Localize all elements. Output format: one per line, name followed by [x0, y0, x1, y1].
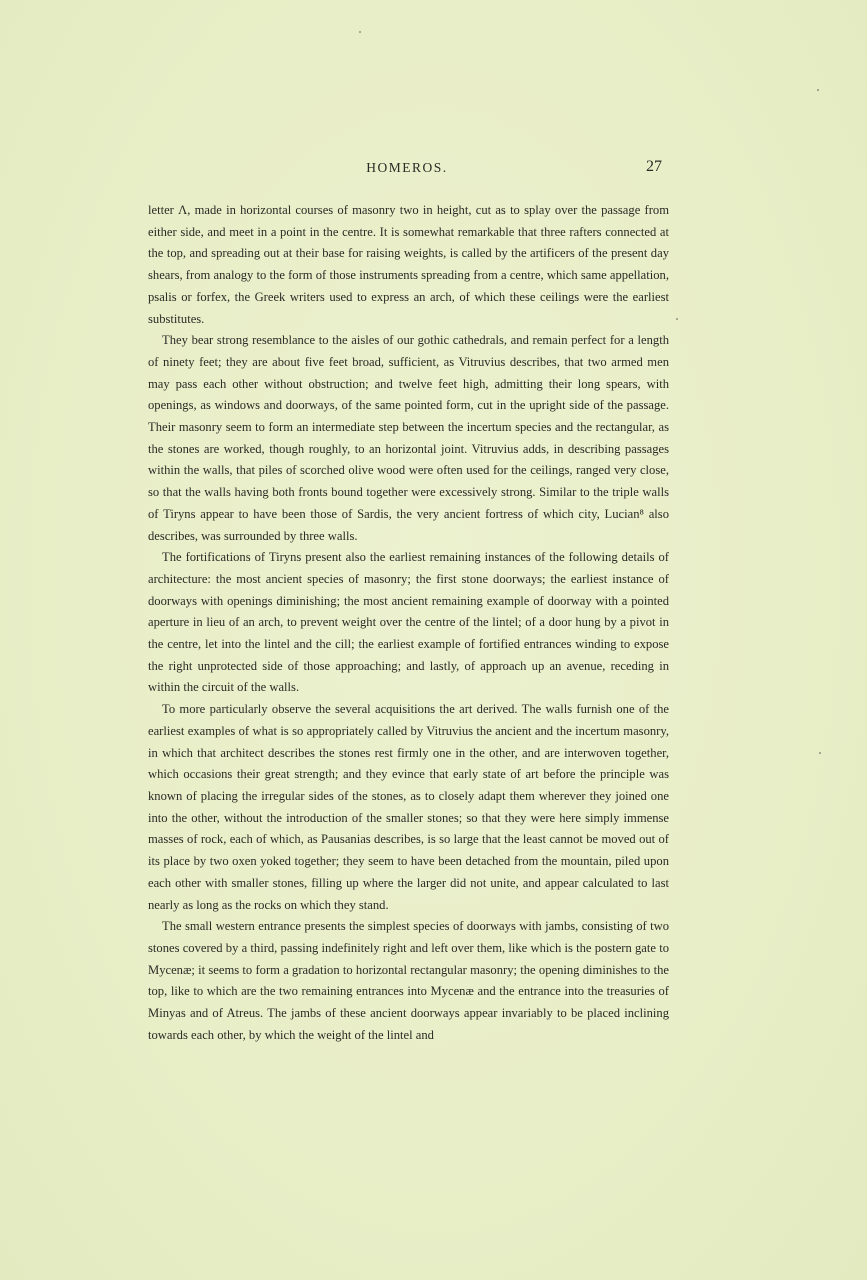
- paper-speck: [359, 31, 361, 33]
- paragraph-3: The fortifications of Tiryns present also the earliest remaining instances of the following details of architecture: the most ancient species of masonry; the first stone doorways; the earliest instance of doorways with openings diminishing; the most ancient remaining example of doorway with a pointed aperture in lieu of an arch, to prevent weight over the centre of the lintel; of a door hung by a pivot in the centre, let into the lintel and the cill; the earliest example of fortified entrances winding to expose the right unprotected side of those approaching; and lastly, of approach up an avenue, receding in within the circuit of the walls.: [148, 550, 669, 695]
- running-title: HOMEROS.: [366, 160, 448, 175]
- paragraph-4: To more particularly observe the several acquisitions the art derived. The walls furnish one of the earliest examples of what is so appropriately called by Vitruvius the ancient and the incertum masonry, in which that architect describes the stones rest firmly one in the other, and are interwoven together, which occasions their great strength; and they evince that early state of art before the principle was known of placing the irregular sides of the stones, as to closely adapt them wherever they joined one into the other, without the introduction of the smaller stones; so that they were here simply immense masses of rock, each of which, as Pausanias describes, is so large that the least cannot be moved out of its place by two oxen yoked together; they seem to have been detached from the mountain, piled upon each other with smaller stones, filling up where the larger did not unite, and appear calculated to last nearly as long as the rocks on which they stand.: [148, 702, 669, 912]
- paragraph-5: The small western entrance presents the simplest species of doorways with jambs, consisting of two stones covered by a third, passing indefinitely right and left over them, like which is the postern gate to Mycenæ; it seems to form a gradation to horizontal rectangular masonry; the opening diminishes to the top, like to which are the two remaining entrances into Mycenæ and the entrance into the treasuries of Minyas and of Atreus. The jambs of these ancient doorways appear invariably to be placed inclining towards each other, by which the weight of the lintel and: [148, 919, 669, 1042]
- paragraph-2: They bear strong resemblance to the aisles of our gothic cathedrals, and remain perfect for a length of ninety feet; they are about five feet broad, sufficient, as Vitruvius describes, that two armed men may pass each other without obstruction; and twelve feet high, admitting their long spears, with openings, as windows and doorways, of the same pointed form, cut in the upright side of the passage. Their masonry seem to form an intermediate step between the incertum species and the rectangular, as the stones are worked, though roughly, to an horizontal joint. Vitruvius adds, in describing passages within the walls, that piles of scorched olive wood were often used for the ceilings, ranged very close, so that the walls having both fronts bound together were excessively strong. Similar to the triple walls of Tiryns appear to have been those of Sardis, the very ancient fortress of which city, Lucian⁸ also describes, was surrounded by three walls.: [148, 333, 669, 543]
- paper-speck: [676, 318, 678, 320]
- paper-speck: [819, 752, 821, 754]
- paragraph-1: letter Λ, made in horizontal courses of masonry two in height, cut as to splay over the passage from either side, and meet in a point in the centre. It is somewhat remarkable that three rafters connected at the top, and spreading out at their base for raising weights, is called by the artificers of the present day shears, from analogy to the form of those instruments spreading from a centre, which same appellation, psalis or forfex, the Greek writers used to express an arch, of which these ceilings were the earliest substitutes.: [148, 203, 669, 326]
- page-number: 27: [646, 158, 662, 175]
- page-header: [148, 158, 666, 180]
- paper-speck: [817, 89, 819, 91]
- body-text: [148, 200, 669, 1046]
